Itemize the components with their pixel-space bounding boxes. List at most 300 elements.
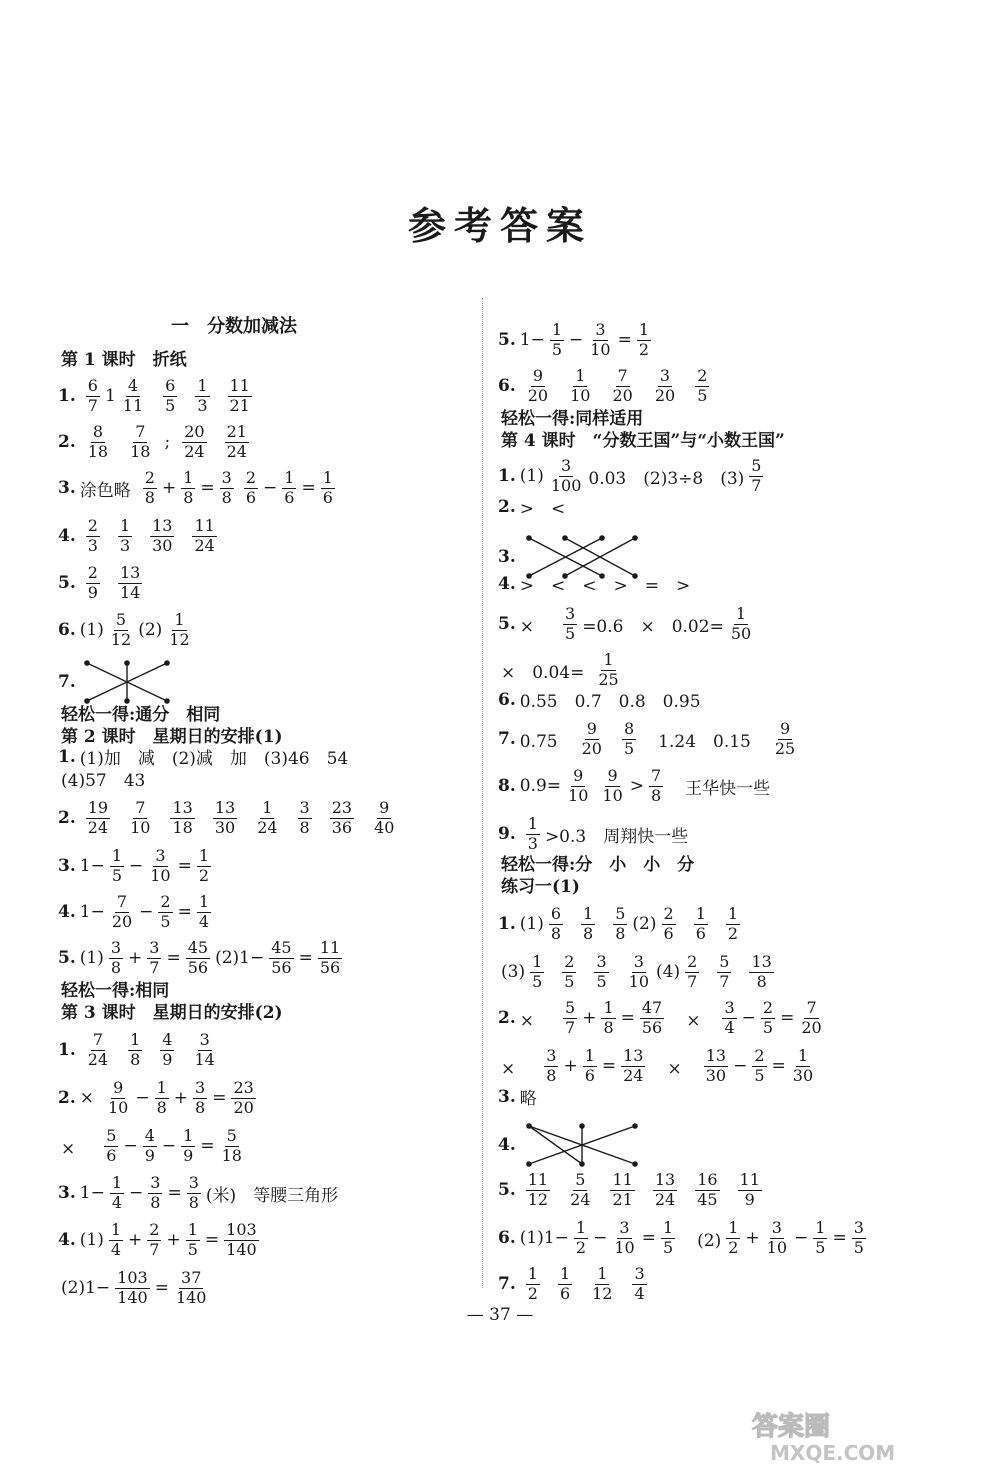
- fraction: [86, 800, 110, 837]
- answer-text: =: [620, 1008, 635, 1029]
- fraction: [195, 378, 209, 415]
- answer-line: [58, 612, 201, 649]
- numerator: 5: [575, 1170, 586, 1189]
- numerator: 1: [815, 1218, 826, 1237]
- answer-text: +: [582, 1008, 597, 1029]
- numerator: 3: [546, 1046, 557, 1065]
- matching-dot: [526, 1161, 532, 1167]
- answer-text: =: [177, 856, 192, 877]
- answer-line: [498, 721, 806, 758]
- denominator: 5: [565, 623, 576, 643]
- fraction: [109, 612, 133, 649]
- answer-text: =: [200, 1136, 215, 1157]
- numerator: 5: [115, 610, 127, 629]
- denominator: 24: [623, 1065, 644, 1085]
- denominator: 10: [130, 817, 151, 837]
- denominator: 8: [195, 1097, 206, 1117]
- numerator: 2: [564, 952, 575, 971]
- numerator: 1: [575, 366, 586, 385]
- matching-dot: [579, 1123, 585, 1129]
- fraction: [610, 1172, 634, 1209]
- matching-dot: [526, 1123, 532, 1129]
- fraction: [197, 848, 211, 885]
- numerator: 1: [130, 1030, 141, 1049]
- numerator: 3: [199, 1030, 210, 1049]
- answer-text: =: [601, 1056, 617, 1077]
- denominator: 100: [550, 475, 582, 495]
- numerator: 3: [565, 604, 576, 623]
- fraction: [574, 1220, 588, 1257]
- answer-text: 1−: [79, 902, 105, 923]
- fraction: [726, 1220, 740, 1257]
- fraction: [544, 1048, 558, 1085]
- answer-text: ×: [669, 1010, 718, 1031]
- answer-text: =: [641, 1228, 656, 1249]
- question-number: 3.: [498, 1086, 516, 1107]
- denominator: 5: [532, 971, 543, 991]
- answer-line: [498, 652, 630, 689]
- question-number: 5.: [498, 330, 516, 351]
- numerator: 3: [853, 1218, 864, 1237]
- numerator: 37: [181, 1268, 202, 1287]
- denominator: 8: [756, 971, 767, 991]
- question-number: 3.: [58, 856, 76, 877]
- answer-text: (2): [138, 620, 163, 641]
- answer-text: 0.75: [519, 731, 575, 752]
- svg-text:答案圈: 答案圈: [752, 1412, 831, 1442]
- answer-text: +: [166, 1230, 181, 1251]
- fraction: [148, 1175, 162, 1212]
- numerator: 3: [634, 1264, 645, 1283]
- numerator: 1: [727, 904, 739, 923]
- question-number: 5.: [498, 1180, 516, 1201]
- numerator: 3: [595, 320, 606, 339]
- numerator: 2: [697, 366, 708, 385]
- denominator: 6: [695, 923, 706, 943]
- fraction: [632, 1266, 646, 1303]
- numerator: 3: [299, 798, 310, 817]
- denominator: 6: [559, 1283, 571, 1303]
- answer-line: [498, 1084, 540, 1109]
- denominator: 9: [744, 1189, 755, 1209]
- matching-dot: [526, 535, 532, 541]
- fraction: [110, 894, 134, 931]
- fraction: [580, 721, 604, 758]
- denominator: 5: [551, 339, 562, 359]
- fraction: [765, 1220, 789, 1257]
- denominator: 20: [801, 1017, 822, 1037]
- denominator: 12: [527, 1189, 549, 1209]
- numerator: 1: [198, 892, 210, 911]
- numerator: 5: [106, 1126, 117, 1145]
- answer-line: [58, 1175, 341, 1212]
- fraction: [109, 1222, 123, 1259]
- answer-text: =: [298, 948, 313, 969]
- denominator: 12: [592, 1283, 613, 1303]
- numerator: 1: [174, 610, 185, 629]
- numerator: 1: [183, 468, 194, 487]
- denominator: 5: [187, 1239, 198, 1259]
- numerator: 13: [751, 952, 772, 971]
- denominator: 21: [612, 1189, 633, 1209]
- question-number: 1.: [498, 914, 516, 935]
- fraction: [550, 322, 564, 359]
- numerator: 1: [735, 604, 747, 623]
- denominator: 3: [197, 395, 208, 415]
- fraction: [612, 1220, 636, 1257]
- numerator: 1: [638, 320, 650, 339]
- fraction: [220, 1128, 244, 1165]
- numerator: 11: [739, 1170, 760, 1189]
- numerator: 11: [229, 376, 250, 395]
- question-number: 7.: [58, 672, 76, 692]
- fraction: [181, 1128, 195, 1165]
- denominator: 24: [194, 535, 215, 555]
- fraction: [752, 1048, 766, 1085]
- denominator: 2: [728, 1237, 739, 1257]
- fraction: [155, 1080, 169, 1117]
- fraction: [530, 954, 544, 991]
- numerator: 8: [623, 719, 635, 738]
- question-number: 7.: [498, 729, 516, 750]
- matching-dot: [632, 1123, 638, 1129]
- denominator: 7: [687, 971, 698, 991]
- answer-line: [58, 470, 344, 507]
- answer-text: ×: [519, 1010, 551, 1031]
- question-number: 6.: [498, 689, 516, 710]
- fraction: [549, 906, 563, 943]
- denominator: 9: [144, 1145, 155, 1165]
- denominator: 10: [568, 785, 589, 805]
- page-title: 参考答案: [407, 203, 592, 248]
- answer-text: × 0.04=: [501, 662, 585, 683]
- answer-text: 轻松一得:通分 相同: [61, 705, 221, 725]
- answer-text: −: [593, 1228, 608, 1249]
- answer-line: [58, 940, 351, 977]
- numerator: 9: [573, 766, 584, 785]
- answer-text: 0.03 (2)3÷8 (3): [588, 468, 745, 489]
- fraction: [128, 800, 152, 837]
- fraction: [662, 906, 676, 943]
- answer-line: [58, 1222, 268, 1259]
- numerator: 1: [559, 1264, 571, 1283]
- answer-line: [498, 458, 772, 495]
- watermark-text: MXQE.COM: [770, 1441, 896, 1465]
- fraction: [318, 940, 342, 977]
- fraction: [104, 1128, 118, 1165]
- fraction: [192, 1032, 216, 1069]
- answer-text: =: [780, 1008, 795, 1029]
- fraction: [661, 1220, 675, 1257]
- fraction: [813, 1220, 827, 1257]
- denominator: 8: [550, 923, 562, 943]
- numerator: 6: [87, 376, 98, 395]
- fraction: [588, 322, 612, 359]
- answer-text: 0.9=: [519, 776, 562, 797]
- numerator: 2: [87, 516, 98, 535]
- denominator: 50: [730, 623, 752, 643]
- denominator: 8: [110, 957, 122, 977]
- answer-text: 轻松一得:分 小 小 分: [501, 855, 695, 875]
- numerator: 1: [797, 1046, 809, 1065]
- answer-text: (2): [680, 1230, 722, 1251]
- fraction: [610, 368, 634, 405]
- numerator: 103: [226, 1220, 257, 1239]
- question-number: 4.: [58, 1230, 76, 1251]
- numerator: 1: [527, 1264, 538, 1283]
- denominator: 3: [119, 535, 131, 555]
- denominator: 36: [331, 817, 353, 837]
- fraction: [269, 940, 293, 977]
- fraction: [526, 1172, 550, 1209]
- answer-text: (1): [79, 620, 104, 641]
- fraction: [749, 954, 773, 991]
- denominator: 8: [183, 487, 194, 507]
- numerator: 3: [596, 952, 607, 971]
- numerator: 3: [188, 1173, 199, 1192]
- numerator: 3: [633, 952, 644, 971]
- numerator: 1: [662, 1218, 674, 1237]
- denominator: 6: [245, 487, 256, 507]
- fraction: [729, 606, 753, 643]
- answer-line: [58, 1080, 265, 1117]
- numerator: 1: [110, 1220, 122, 1239]
- denominator: 45: [697, 1189, 718, 1209]
- numerator: 13: [623, 1046, 644, 1065]
- denominator: 6: [106, 1145, 117, 1165]
- denominator: 12: [169, 629, 190, 649]
- denominator: 2: [198, 865, 210, 885]
- answer-line: [498, 1266, 656, 1303]
- answer-text: +: [128, 1230, 143, 1251]
- question-number: 3.: [498, 547, 516, 567]
- answer-text: −: [139, 902, 154, 923]
- numerator: 11: [612, 1170, 633, 1189]
- denominator: 20: [581, 738, 602, 758]
- denominator: 24: [87, 817, 109, 837]
- numerator: 1: [111, 1173, 122, 1192]
- denominator: 24: [226, 441, 247, 461]
- answer-text: =: [166, 948, 181, 969]
- fraction: [653, 368, 677, 405]
- fraction: [187, 1175, 201, 1212]
- answer-text: > < < > = >: [519, 576, 691, 596]
- answer-text: =: [200, 478, 215, 499]
- fraction: [115, 1270, 150, 1307]
- question-number: 2.: [58, 808, 76, 829]
- denominator: 56: [187, 957, 209, 977]
- answer-text: (1): [519, 466, 544, 487]
- fraction: [213, 800, 237, 837]
- answer-line: [58, 894, 220, 931]
- fraction: [726, 906, 740, 943]
- matching-dot: [164, 660, 170, 666]
- denominator: 24: [257, 817, 278, 837]
- answer-line: [498, 1120, 647, 1170]
- numerator: 2: [245, 468, 256, 487]
- denominator: 6: [284, 487, 295, 507]
- denominator: 9: [183, 1145, 194, 1165]
- denominator: 8: [156, 1097, 167, 1117]
- denominator: 10: [628, 971, 650, 991]
- denominator: 20: [654, 385, 676, 405]
- answer-text: (1)1−: [519, 1228, 569, 1249]
- page-number: — 37 —: [466, 1305, 534, 1325]
- numerator: 23: [233, 1078, 254, 1097]
- denominator: 8: [546, 1065, 557, 1085]
- fraction: [224, 1222, 259, 1259]
- matching-lines-diagram: [517, 1120, 647, 1170]
- answer-text: 1.24 0.15: [641, 731, 768, 752]
- fraction: [563, 606, 577, 643]
- fraction: [695, 1172, 719, 1209]
- answer-line: [498, 606, 762, 643]
- numerator: 1: [603, 998, 614, 1017]
- matching-line: [529, 1126, 582, 1164]
- denominator: 7: [149, 957, 160, 977]
- denominator: 18: [130, 441, 151, 461]
- answer-text: 略: [519, 1089, 537, 1109]
- answer-text: =: [177, 902, 192, 923]
- fraction: [86, 378, 100, 415]
- denominator: 10: [570, 385, 591, 405]
- denominator: 20: [527, 385, 549, 405]
- numerator: 3: [561, 456, 572, 475]
- denominator: 4: [111, 1192, 122, 1212]
- denominator: 30: [214, 817, 236, 837]
- numerator: 23: [331, 798, 353, 817]
- numerator: 11: [319, 938, 341, 957]
- fraction: [562, 954, 576, 991]
- fraction: [653, 1172, 677, 1209]
- matching-dot: [599, 535, 605, 541]
- fraction: [640, 1000, 664, 1037]
- answer-text: −: [129, 856, 144, 877]
- answer-text: −: [123, 1136, 138, 1157]
- numerator: 20: [184, 422, 205, 441]
- numerator: 2: [762, 998, 774, 1017]
- fraction: [613, 906, 627, 943]
- numerator: 1: [583, 904, 594, 923]
- fraction: [147, 1222, 161, 1259]
- fraction: [86, 1032, 110, 1069]
- denominator: 4: [110, 1239, 122, 1259]
- fraction: [244, 470, 258, 507]
- denominator: 25: [774, 738, 796, 758]
- fraction: [601, 1000, 615, 1037]
- fraction: [722, 1000, 736, 1037]
- numerator: 5: [226, 1126, 237, 1145]
- answer-line: [58, 800, 405, 837]
- fraction: [150, 518, 174, 555]
- numerator: 6: [550, 904, 562, 923]
- numerator: 7: [135, 422, 146, 441]
- answer-text: 0.55 0.7 0.8 0.95: [519, 692, 701, 712]
- denominator: 5: [564, 971, 575, 991]
- denominator: 12: [110, 629, 132, 649]
- answer-text: 涂色略: [79, 480, 131, 501]
- denominator: 25: [598, 669, 619, 689]
- answer-text: −: [733, 1056, 748, 1077]
- fraction: [649, 768, 663, 805]
- matching-dot: [124, 660, 130, 666]
- numerator: 1: [187, 1220, 198, 1239]
- denominator: 5: [111, 865, 122, 885]
- question-number: 4.: [58, 902, 76, 923]
- fraction: [695, 368, 709, 405]
- denominator: 7: [751, 475, 762, 495]
- answer-text: =: [212, 1088, 227, 1109]
- denominator: 7: [149, 1239, 160, 1259]
- numerator: 11: [527, 1170, 549, 1189]
- answer-line: [498, 1048, 824, 1085]
- question-number: 6.: [58, 620, 76, 641]
- denominator: 4: [634, 1283, 645, 1303]
- numerator: 2: [687, 952, 698, 971]
- question-number: 9.: [498, 824, 516, 845]
- fraction: [622, 721, 636, 758]
- question-number: 4.: [498, 1135, 516, 1155]
- numerator: 21: [226, 422, 247, 441]
- numerator: 3: [221, 468, 232, 487]
- fraction: [160, 1032, 174, 1069]
- answer-text: +: [173, 1088, 189, 1109]
- numerator: 5: [719, 952, 730, 971]
- question-number: 5.: [498, 614, 516, 635]
- question-number: 5.: [58, 573, 76, 594]
- answer-text: =: [154, 1278, 169, 1299]
- answer-line: [498, 1172, 771, 1209]
- numerator: 2: [754, 1046, 765, 1065]
- fraction: [143, 1128, 157, 1165]
- denominator: 24: [184, 441, 205, 461]
- answer-text: (米) 等腰三角形: [205, 1185, 339, 1206]
- question-number: 1.: [58, 386, 76, 407]
- fraction: [621, 1048, 645, 1085]
- fraction: [163, 378, 177, 415]
- answer-line: [498, 872, 583, 897]
- numerator: 1: [575, 1218, 587, 1237]
- numerator: 7: [617, 366, 628, 385]
- numerator: 19: [87, 798, 109, 817]
- numerator: 3: [155, 846, 166, 865]
- numerator: 5: [565, 998, 576, 1017]
- answer-text: 第 1 课时 折纸: [61, 350, 187, 370]
- numerator: 9: [607, 766, 618, 785]
- answer-text: 轻松一得:同样适用: [501, 409, 644, 429]
- numerator: 7: [92, 1030, 104, 1049]
- denominator: 14: [194, 1049, 215, 1069]
- numerator: 2: [144, 468, 155, 487]
- watermark-logo: [742, 1405, 982, 1465]
- fraction: [231, 1080, 255, 1117]
- answer-text: (4): [656, 962, 681, 983]
- numerator: 8: [92, 422, 104, 441]
- numerator: 16: [697, 1170, 718, 1189]
- fraction: [255, 800, 279, 837]
- matching-dot: [579, 1161, 585, 1167]
- denominator: 8: [188, 1192, 199, 1212]
- denominator: 10: [590, 339, 611, 359]
- answer-text: =0.6 × 0.02=: [582, 616, 724, 637]
- denominator: 7: [87, 395, 98, 415]
- numerator: 1: [284, 468, 295, 487]
- denominator: 24: [87, 1049, 109, 1069]
- denominator: 2: [575, 1237, 587, 1257]
- fraction: [637, 322, 651, 359]
- denominator: 11: [122, 395, 144, 415]
- numerator: 7: [806, 998, 817, 1017]
